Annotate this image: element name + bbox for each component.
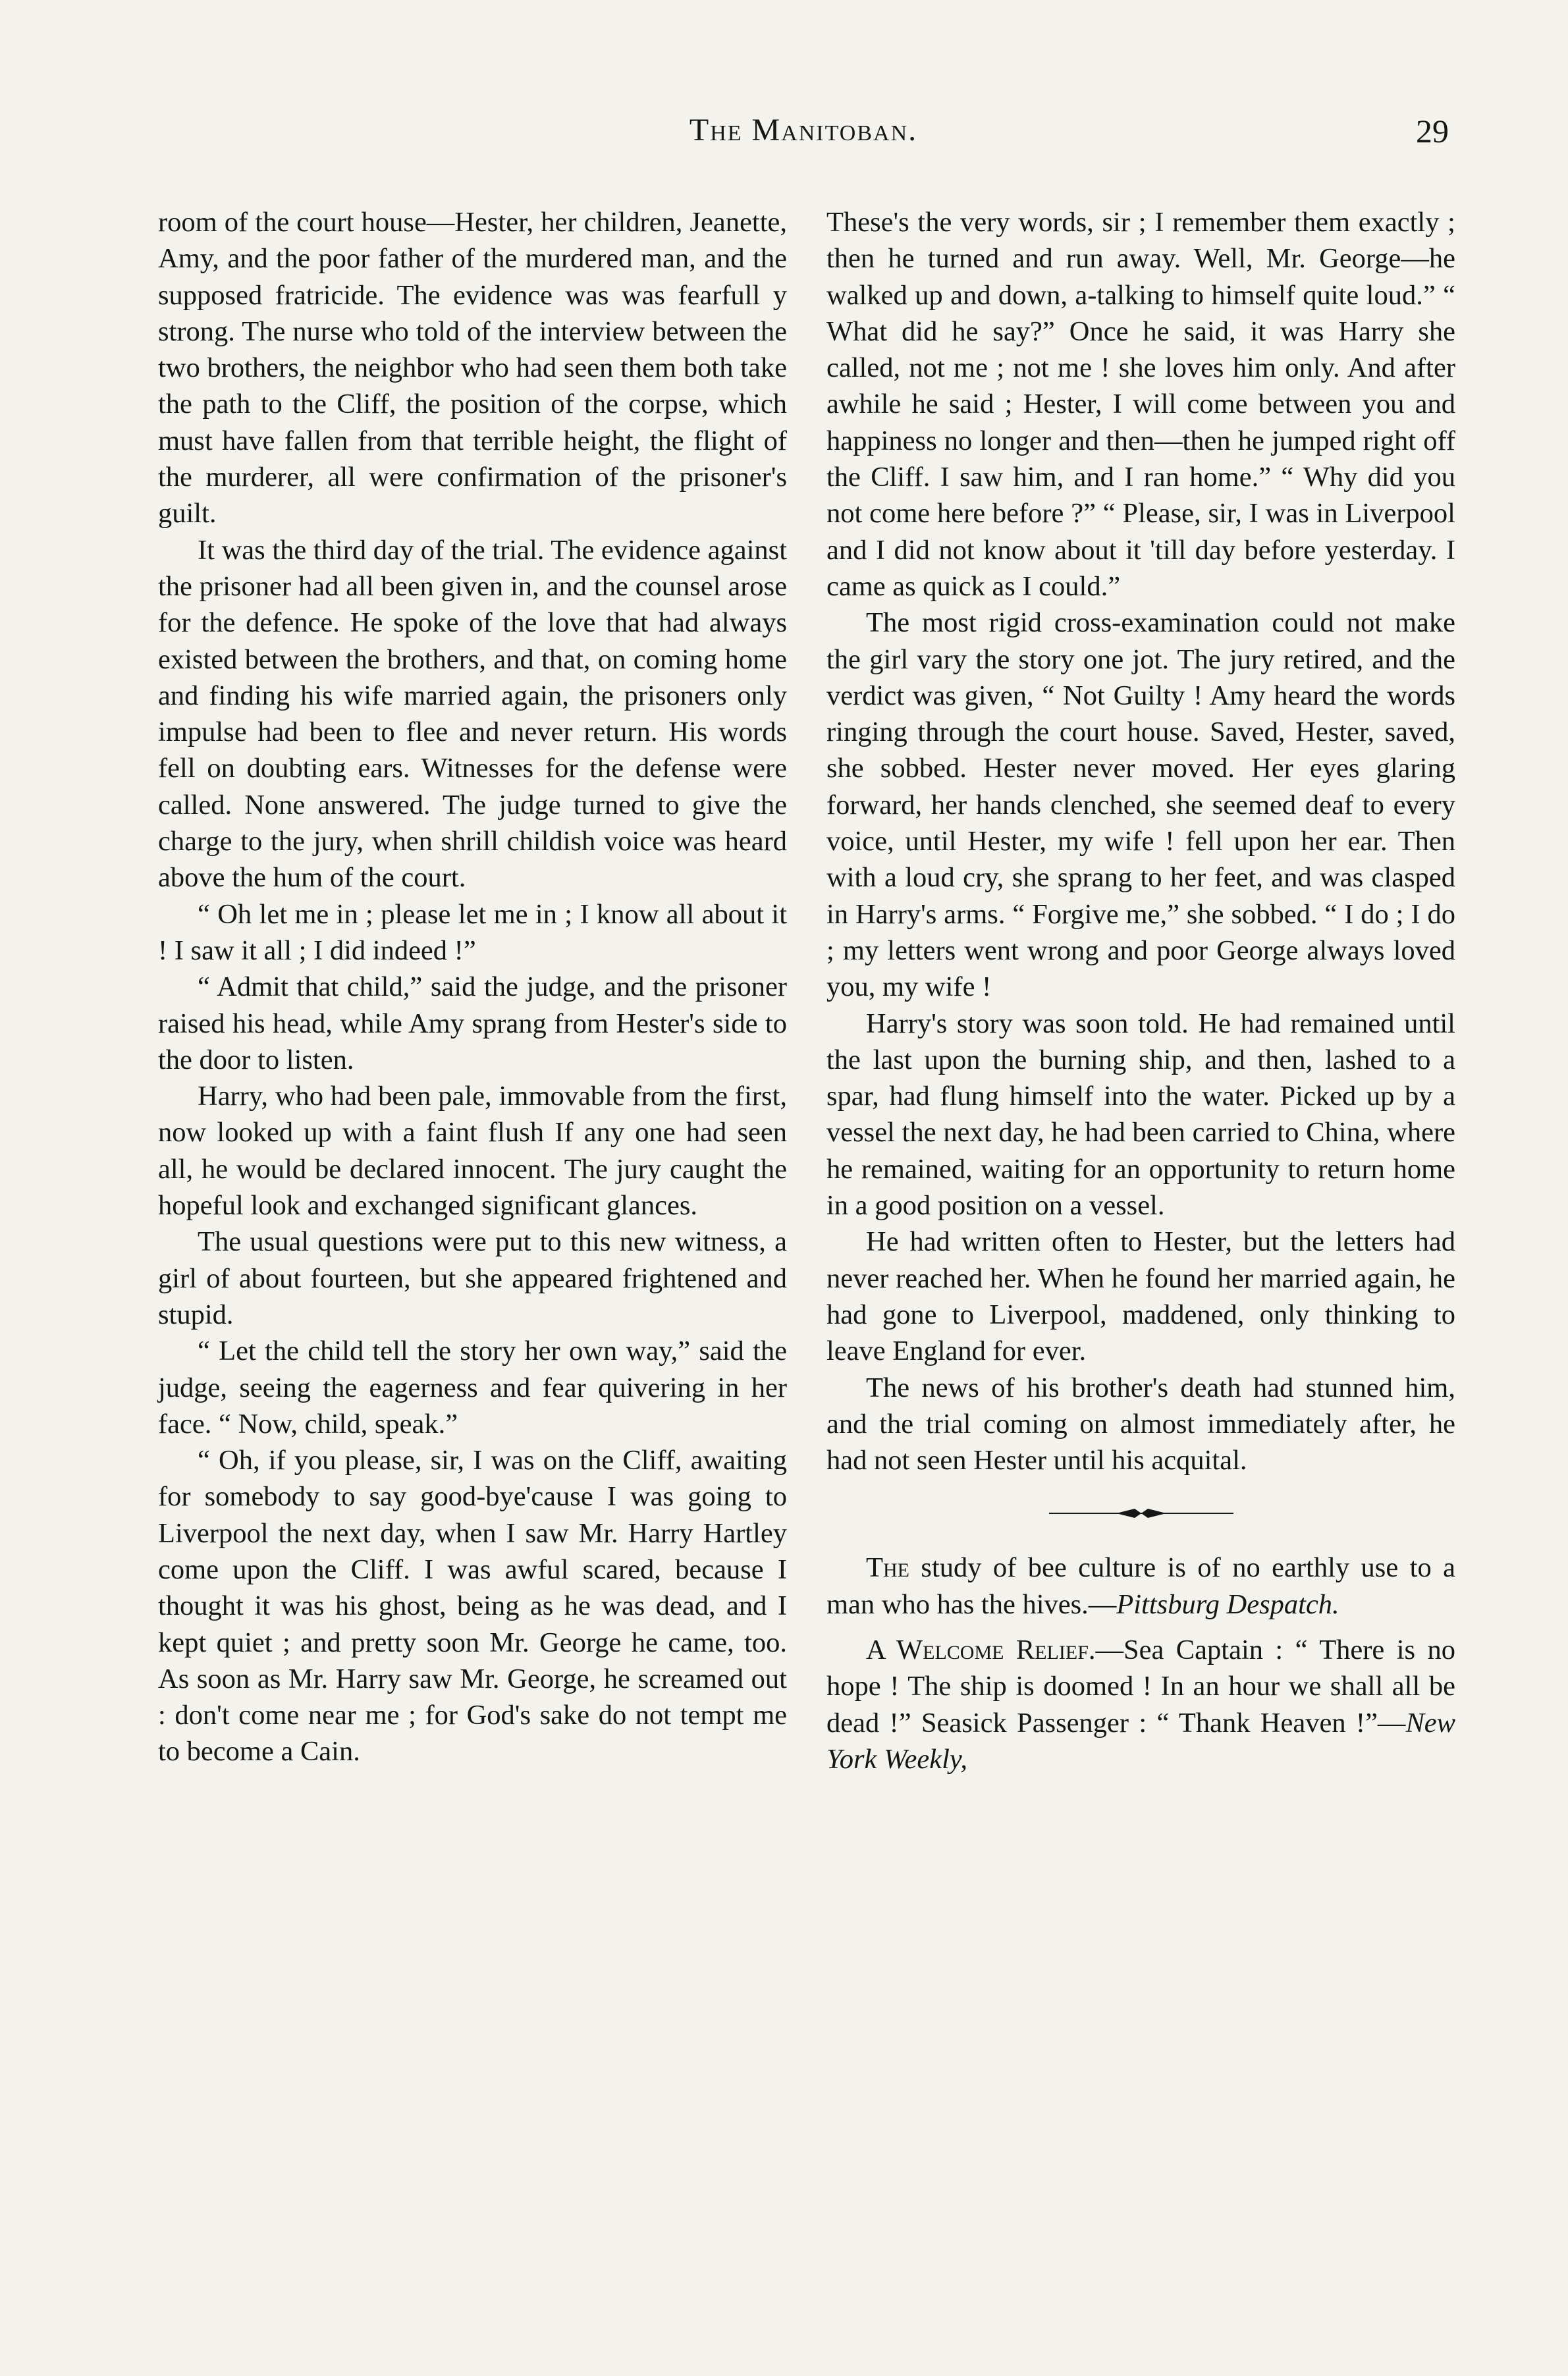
paragraph: The most rigid cross-examination could not make the girl vary the story one jot. The jury retired, and the verdict was given, “ Not Guilty ! Amy heard the words ringing through the court house. Saved, Hester, saved, she sobbed. Hester never moved. Her eyes glaring forward, her hands clenched, she seemed deaf to every voice, until Hester, my wife ! fell upon her ear. Then with a loud cry, she sprang to her feet, and was clasped in Harry's arms. “ Forgive me,” she sobbed. “ I do ; I do ; my letters went wrong and poor George always loved you, my wife ! [826,607,1455,1003]
paragraph: “ Oh let me in ; please let me in ; I know all about it ! I saw it all ; I did indeed !” [158,898,787,966]
paragraph: He had written often to Hester, but the letters had never reached her. When he found her married again, he had gone to Liverpool, maddened, only thinking to leave England for ever. [826,1226,1455,1367]
paragraph: The usual questions were put to this new witness, a girl of about fourteen, but she appeared frightened and stupid. [158,1226,787,1330]
publication-title: The Manitoban. [689,113,918,148]
paragraph: “ Let the child tell the story her own way,” said the judge, seeing the eagerness and fear quivering in her face. “ Now, child, speak.” [158,1336,787,1440]
paragraph: It was the third day of the trial. The evidence against the prisoner had all been given in, and the counsel arose for the defence. He spoke of the love that had always existed between the brothers, and that, on coming home and finding his wife married again, the prisoners only impulse had been to flee and never return. His words fell on doubting ears. Witnesses for the defense were called. None answered. The judge turned to give the charge to the jury, when shrill childish voice was heard above the hum of the court. [158,534,787,894]
item-lead-word: The [866,1552,909,1584]
paragraph: “ Oh, if you please, sir, I was on the Cliff, awaiting for somebody to say good-bye'cause I was going to Liverpool the next day, when I saw Mr. Harry Hartley come upon the Cliff. I was awful scared, because I thought it was his ghost, being as he was dead, and I kept quiet ; and pretty soon Mr. George he came, too. As soon as Mr. Harry saw Mr. George, he screamed out : don't come near me ; for God's sake do not tempt me to become a Cain. [158,1445,787,1768]
running-header [158,112,1449,165]
welcome-relief-item [826,1632,1455,1777]
item-text: —Sea Captain : “ There is no hope ! The ship is doomed ! In an hour we shall all be dead !” Seasick Passenger : “ Thank Heaven !”— [826,1634,1456,1739]
item-title: A Welcome Relief. [866,1634,1096,1665]
paragraph: These's the very words, sir ; I remember them exactly ; then he turned and run away. Well, Mr. George—he walked up and down, a-talking to himself quite loud.” “ What did he say?” Once he said, it was Harry she called, not me ; not me ! she loves him only. And after awhile he said ; Hester, I will come between you and happiness no longer and then—then he jumped right off the Cliff. I saw him, and I ran home.” “ Why did you not come here before ?” “ Please, sir, I was in Liverpool and I did not know about it 'till day before yesterday. I came as quick as I could.” [826,207,1455,602]
ornamental-divider [1042,1503,1240,1523]
item-source: New York Weekly, [826,1707,1455,1775]
paragraph: “ Admit that child,” said the judge, and the prisoner raised his head, while Amy sprang from Hester's side to the door to listen. [158,971,787,1075]
item-text: study of bee culture is of no earthly use to a man who has the hives.— [826,1552,1455,1620]
divider-ornament-icon [1042,1503,1240,1523]
left-column [158,204,787,1770]
right-column [826,204,1455,1777]
bee-culture-item [826,1550,1455,1623]
item-source: Pittsburg Despatch. [1116,1588,1339,1620]
paragraph: Harry's story was soon told. He had remained until the last upon the burning ship, and then, lashed to a spar, had flung himself into the water. Picked up by a vessel the next day, he had been carried to China, where he remained, waiting for an opportunity to return home in a good position on a vessel. [826,1008,1455,1222]
paragraph: Harry, who had been pale, immovable from the first, now looked up with a faint flush If any one had seen all, he would be declared innocent. The jury caught the hopeful look and exchanged significant glances. [158,1081,787,1222]
paragraph: The news of his brother's death had stunned him, and the trial coming on almost immediately after, he had not seen Hester until his acquital. [826,1372,1455,1476]
page-number: 29 [1416,113,1449,149]
paragraph: room of the court house—Hester, her children, Jeanette, Amy, and the poor father of the murdered man, and the supposed fratricide. The evidence was was fearfull y strong. The nurse who told of the interview between the two brothers, the neighbor who had seen them both take the path to the Cliff, the position of the corpse, which must have fallen from that terrible height, the flight of the murderer, all were confirmation of the prisoner's guilt. [158,207,787,529]
